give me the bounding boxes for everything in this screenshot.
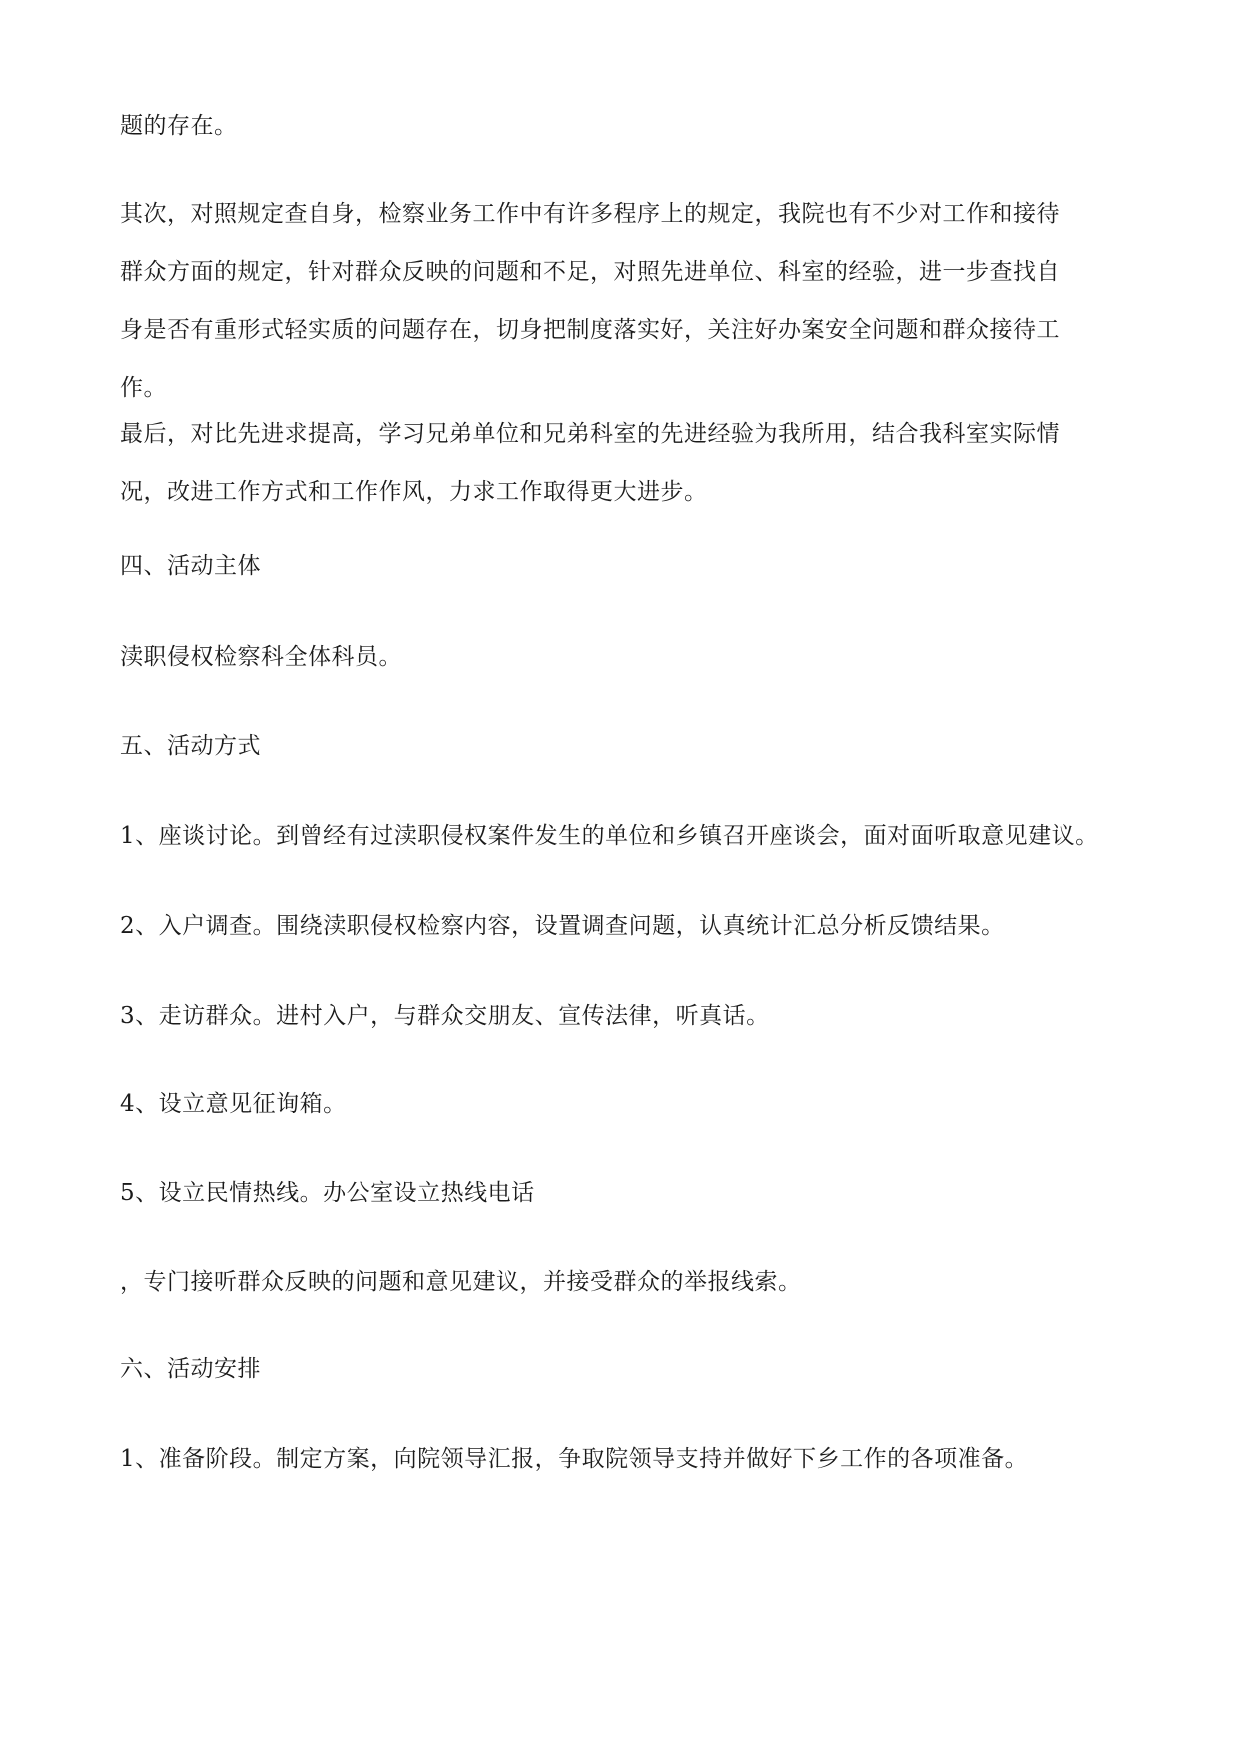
paragraph-continuation (120, 97, 1130, 155)
text-line: 四、活动主体 (120, 553, 261, 579)
heading-activity-schedule (120, 1340, 1130, 1398)
text-line: 2、入户调查。围绕渎职侵权检察内容，设置调查问题，认真统计汇总分析反馈结果。 (120, 913, 1005, 939)
text-line: ，专门接听群众反映的问题和意见建议，并接受群众的举报线索。 (120, 1269, 802, 1295)
text-line: 3、走访群众。进村入户，与群众交朋友、宣传法律，听真话。 (120, 1003, 770, 1029)
paragraph-activity-subject (120, 628, 1130, 686)
text-line: 五、活动方式 (120, 733, 261, 759)
list-item-5-continuation (120, 1253, 1130, 1311)
text-line: 4、设立意见征询箱。 (120, 1091, 347, 1117)
text-line: 身是否有重形式轻实质的问题存在，切身把制度落实好，关注好办案安全问题和群众接待工 (120, 317, 1060, 343)
text-line: 作。 (120, 375, 167, 401)
list-item-2 (120, 897, 1130, 955)
text-line: 况，改进工作方式和工作作风，力求工作取得更大进步。 (120, 479, 708, 505)
text-line: 最后，对比先进求提高，学习兄弟单位和兄弟科室的先进经验为我所用，结合我科室实际情 (120, 421, 1060, 447)
text-line: 其次，对照规定查自身，检察业务工作中有许多程序上的规定，我院也有不少对工作和接待 (120, 201, 1060, 227)
heading-activity-method (120, 717, 1130, 775)
text-line: 5、设立民情热线。办公室设立热线电话 (120, 1180, 535, 1206)
text-line: 题的存在。 (120, 113, 238, 139)
heading-activity-subject (120, 537, 1130, 595)
list-item-5 (120, 1164, 1130, 1222)
list-item-1 (120, 807, 1130, 865)
text-line: 1、座谈讨论。到曾经有过渎职侵权案件发生的单位和乡镇召开座谈会，面对面听取意见建议。 (120, 823, 1099, 849)
schedule-item-1 (120, 1430, 1130, 1488)
text-line: 群众方面的规定，针对群众反映的问题和不足，对照先进单位、科室的经验，进一步查找自 (120, 259, 1060, 285)
paragraph-last-point (120, 405, 1130, 521)
list-item-3 (120, 987, 1130, 1045)
text-line: 渎职侵权检察科全体科员。 (120, 644, 402, 670)
list-item-4 (120, 1075, 1130, 1133)
text-line: 六、活动安排 (120, 1356, 261, 1382)
paragraph-second-point (120, 185, 1130, 417)
text-line: 1、准备阶段。制定方案，向院领导汇报，争取院领导支持并做好下乡工作的各项准备。 (120, 1446, 1029, 1472)
